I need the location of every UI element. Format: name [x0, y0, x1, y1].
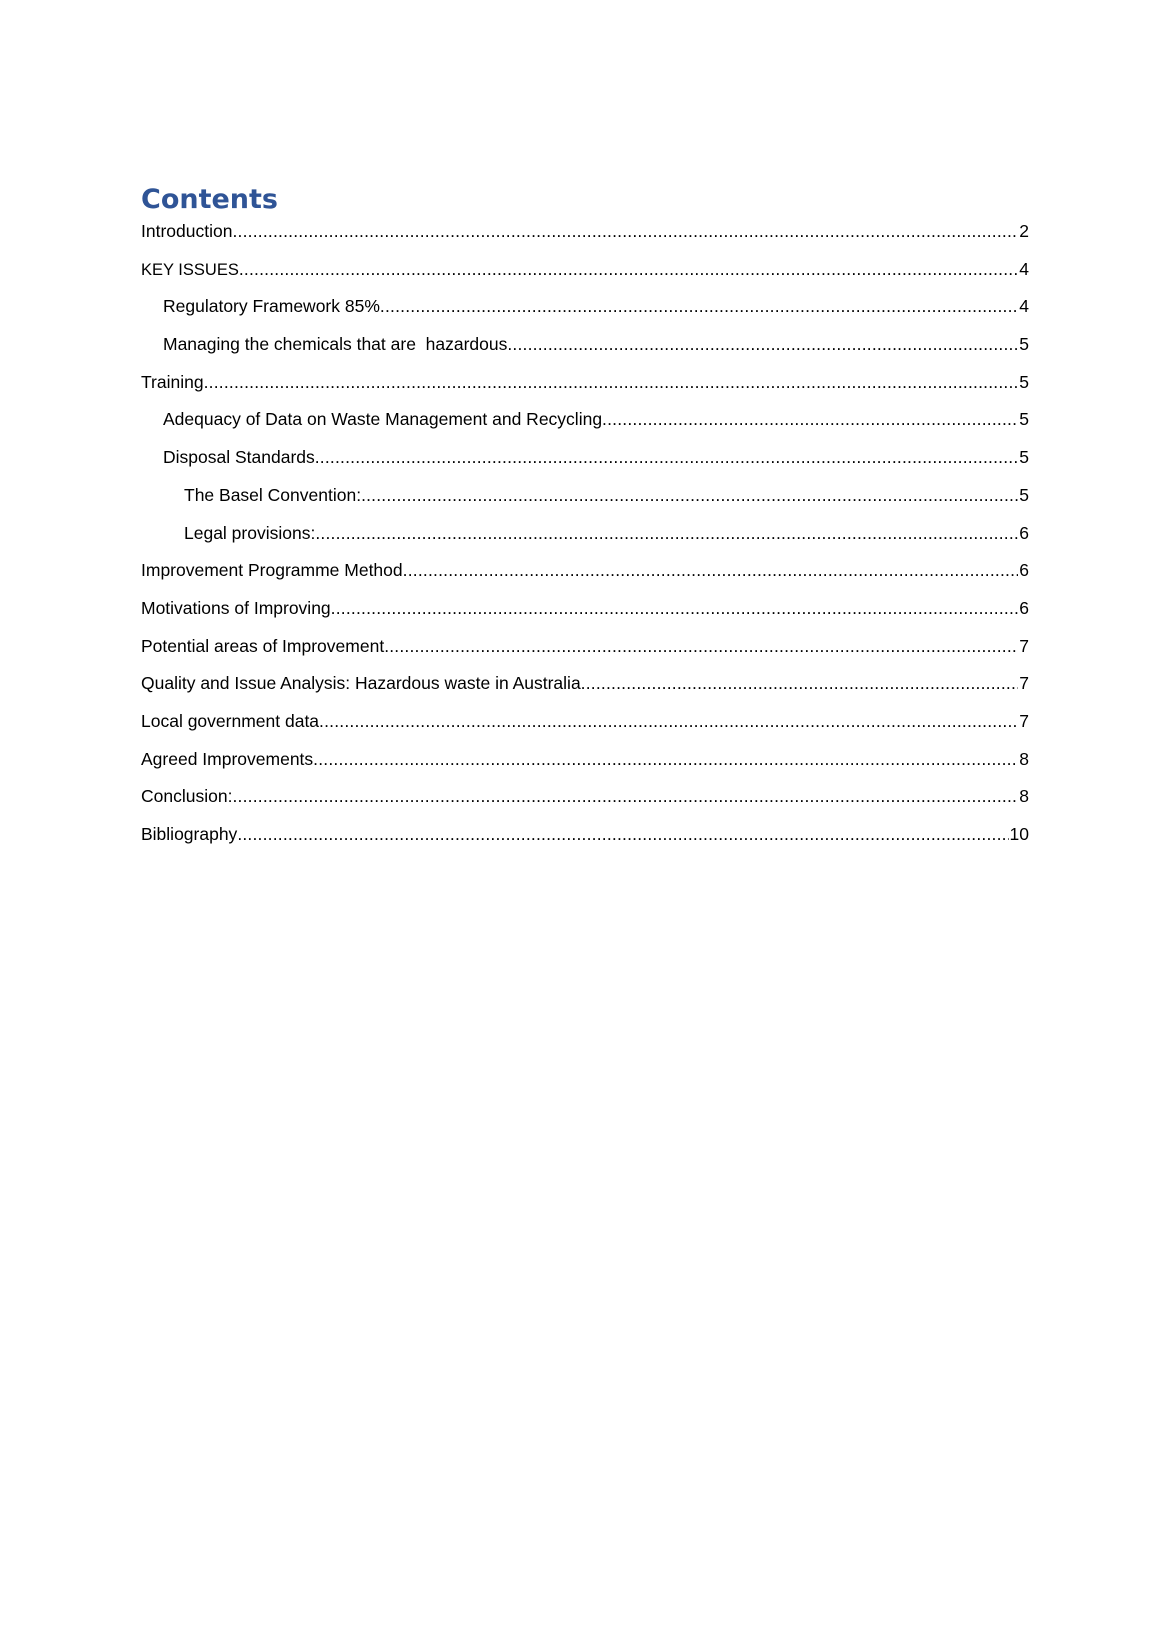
toc-entry-agreed-improvements[interactable]	[141, 747, 1029, 785]
dot-leader	[361, 483, 1018, 507]
dot-leader	[331, 596, 1019, 620]
toc-entry-label: Conclusion:	[141, 786, 233, 807]
toc-page-number: 8	[1019, 748, 1029, 769]
dot-leader	[239, 257, 1018, 281]
toc-entry-legal-provisions[interactable]	[141, 521, 1029, 559]
toc-page-number: 6	[1019, 522, 1029, 543]
toc-page-number: 5	[1019, 484, 1029, 505]
toc-entry-training[interactable]	[141, 370, 1029, 408]
toc-entry-potential-areas[interactable]	[141, 634, 1029, 672]
toc-page-number: 7	[1019, 635, 1029, 656]
toc-page-number: 8	[1019, 786, 1029, 807]
toc-page-number: 5	[1019, 334, 1029, 355]
dot-leader	[319, 709, 1018, 733]
dot-leader	[204, 370, 1019, 394]
toc-page-number: 5	[1019, 409, 1029, 430]
dot-leader	[237, 822, 1008, 846]
toc-entry-label: Regulatory Framework 85%	[163, 296, 380, 317]
toc-entry-bibliography[interactable]	[141, 822, 1029, 860]
toc-page-number: 4	[1019, 258, 1029, 279]
dot-leader	[380, 294, 1018, 318]
toc-entry-adequacy-of-data[interactable]	[141, 407, 1029, 445]
dot-leader	[507, 332, 1018, 356]
dot-leader	[315, 445, 1019, 469]
toc-entry-label: The Basel Convention:	[184, 484, 362, 505]
toc-entry-improvement-programme-method[interactable]	[141, 558, 1029, 596]
toc-entry-label: Local government data	[141, 710, 320, 731]
toc-entry-conclusion[interactable]	[141, 784, 1029, 822]
dot-leader	[384, 634, 1018, 658]
dot-leader	[315, 521, 1018, 545]
toc-entry-label: Introduction	[141, 221, 233, 241]
table-of-contents	[141, 182, 1029, 860]
toc-title: Contents	[141, 184, 279, 215]
toc-entry-label: Legal provisions:	[184, 522, 316, 543]
toc-page-number: 2	[1019, 221, 1029, 241]
toc-entry-motivations-of-improving[interactable]	[141, 596, 1029, 634]
dot-leader	[232, 784, 1018, 808]
toc-entry-label: Managing the chemicals that are hazardous	[163, 334, 508, 355]
toc-entry-disposal-standards[interactable]	[141, 445, 1029, 483]
toc-page-number: 5	[1019, 447, 1029, 468]
toc-page-number: 6	[1019, 560, 1029, 581]
toc-entry-label: KEY ISSUES	[141, 260, 239, 279]
toc-entry-label: Quality and Issue Analysis: Hazardous waste in Australia	[141, 673, 581, 694]
toc-page-number: 10	[1009, 824, 1029, 844]
dot-leader	[403, 558, 1019, 582]
dot-leader	[313, 747, 1018, 771]
toc-entry-managing-chemicals[interactable]	[141, 332, 1029, 370]
dot-leader	[602, 407, 1018, 431]
toc-page-number: 4	[1019, 296, 1029, 317]
toc-page-number: 7	[1019, 673, 1029, 694]
toc-entry-label: Improvement Programme Method	[141, 560, 403, 581]
dot-leader	[581, 671, 1019, 695]
toc-entry-introduction[interactable]	[141, 219, 1029, 257]
toc-entry-label: Bibliography	[141, 824, 238, 844]
toc-entry-label: Training	[141, 371, 204, 392]
toc-entry-label: Disposal Standards	[163, 447, 315, 468]
toc-page-number: 6	[1019, 597, 1029, 618]
toc-page-number: 5	[1019, 371, 1029, 392]
toc-page-number: 7	[1019, 710, 1029, 731]
toc-list	[141, 219, 1029, 860]
toc-entry-regulatory-framework[interactable]	[141, 294, 1029, 332]
toc-entry-label: Motivations of Improving	[141, 597, 331, 618]
toc-entry-quality-and-issue-analysis[interactable]	[141, 671, 1029, 709]
toc-entry-basel-convention[interactable]	[141, 483, 1029, 521]
toc-entry-label: Agreed Improvements	[141, 748, 314, 769]
dot-leader	[232, 219, 1018, 243]
toc-entry-label: Adequacy of Data on Waste Management and Recycling	[163, 409, 603, 430]
toc-entry-local-government-data[interactable]	[141, 709, 1029, 747]
toc-entry-label: Potential areas of Improvement	[141, 635, 385, 656]
toc-entry-key-issues[interactable]	[141, 257, 1029, 295]
